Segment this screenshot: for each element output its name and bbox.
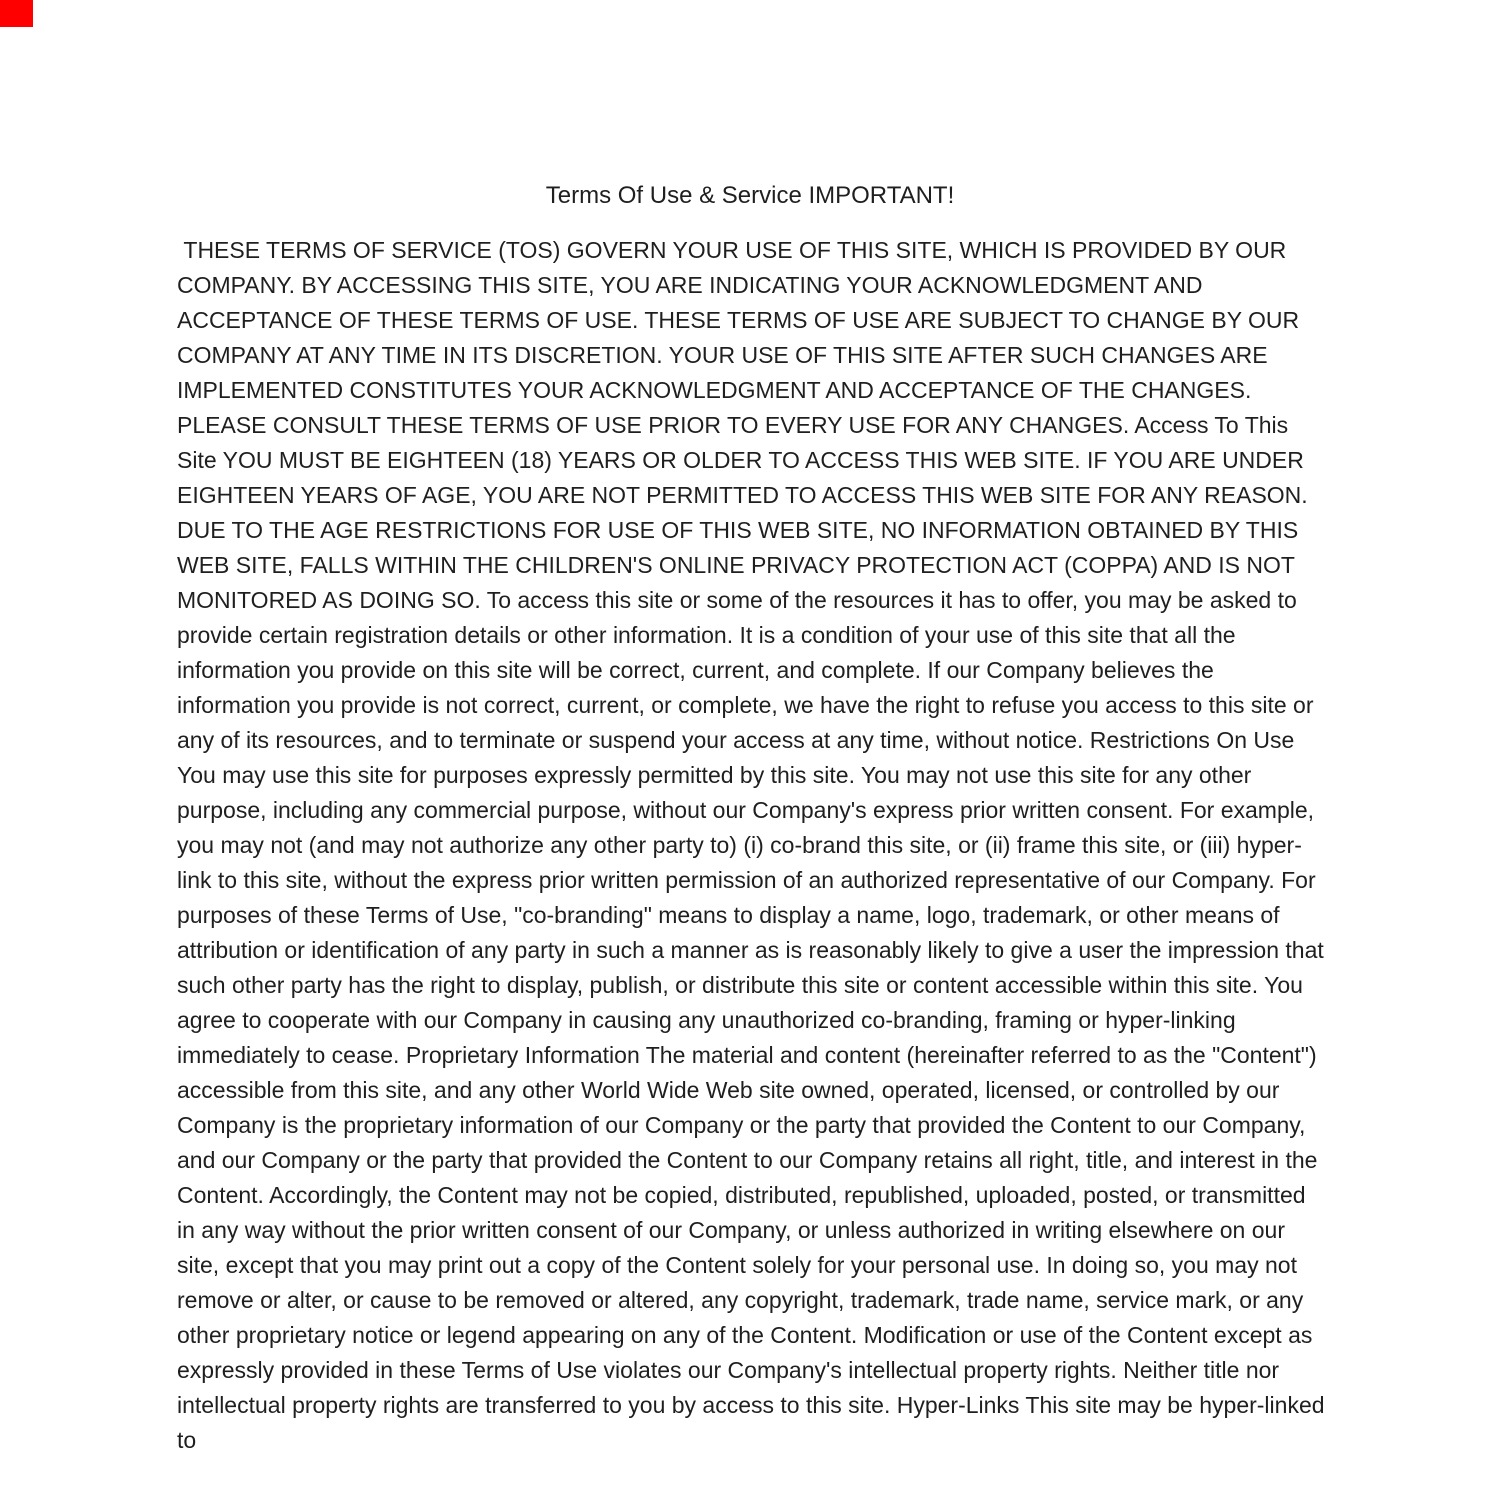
document-title: Terms Of Use & Service IMPORTANT! [545,182,955,209]
red-corner-marker [0,0,33,27]
document-body-text: THESE TERMS OF SERVICE (TOS) GOVERN YOUR USE OF THIS SITE, WHICH IS PROVIDED BY OUR COMPANY. BY ACCESSING THIS SITE, YOU ARE INDICATING YOUR ACKNOWLEDGMENT AND ACCEPTANCE OF THESE TERMS OF USE. THESE TERMS OF USE ARE SUBJECT TO CHANGE BY OUR COMPANY AT ANY TIME IN ITS DISCRETION. YOUR USE OF THIS SITE AFTER SUCH CHANGES ARE IMPLEMENTED CONSTITUTES YOUR ACKNOWLEDGMENT AND ACCEPTANCE OF THE CHANGES. PLEASE CONSULT THESE TERMS OF USE PRIOR TO EVERY USE FOR ANY CHANGES. Access To This Site YOU MUST BE EIGHTEEN (18) YEARS OR OLDER TO ACCESS THIS WEB SITE. IF YOU ARE UNDER EIGHTEEN YEARS OF AGE, YOU ARE NOT PERMITTED TO ACCESS THIS WEB SITE FOR ANY REASON. DUE TO THE AGE RESTRICTIONS FOR USE OF THIS WEB SITE, NO INFORMATION OBTAINED BY THIS WEB SITE, FALLS WITHIN THE CHILDREN'S ONLINE PRIVACY PROTECTION ACT (COPPA) AND IS NOT MONITORED AS DOING SO. To access this site or some of the resources it has to offer, you may be asked to provide certain registration details or other information. It is a condition of your use of this site that all the information you provide on this site will be correct, current, and complete. If our Company believes the information you provide is not correct, current, or complete, we have the right to refuse you access to this site or any of its resources, and to terminate or suspend your access at any time, without notice. Restrictions On Use You may use this site for purposes expressly permitted by this site. You may not use this site for any other purpose, including any commercial purpose, without our Company's express prior written consent. For example, you may not (and may not authorize any other party to) (i) co-brand this site, or (ii) frame this site, or (iii) hyper-link to this site, without the express prior written permission of an authorized representative of our Company. For purposes of these Terms of Use, "co-branding" means to display a name, logo, trademark, or other means of attribution or identification of any party in such a manner as is reasonably likely to give a user the impression that such other party has the right to display, publish, or distribute this site or content accessible within this site. You agree to cooperate with our Company in causing any unauthorized co-branding, framing or hyper-linking immediately to cease. Proprietary Information The material and content (hereinafter referred to as the "Content") accessible from this site, and any other World Wide Web site owned, operated, licensed, or controlled by our Company is the proprietary information of our Company or the party that provided the Content to our Company, and our Company or the party that provided the Content to our Company retains all right, title, and interest in the Content. Accordingly, the Content may not be copied, distributed, republished, uploaded, posted, or transmitted in any way without the prior written consent of our Company, or unless authorized in writing elsewhere on our site, except that you may print out a copy of the Content solely for your personal use. In doing so, you may not remove or alter, or cause to be removed or altered, any copyright, trademark, trade name, service mark, or any other proprietary notice or legend appearing on any of the Content. Modification or use of the Content except as expressly provided in these Terms of Use violates our Company's intellectual property rights. Neither title nor intellectual property rights are transferred to you by access to this site. Hyper-Links This site may be hyper-linked to [177,237,1331,1453]
